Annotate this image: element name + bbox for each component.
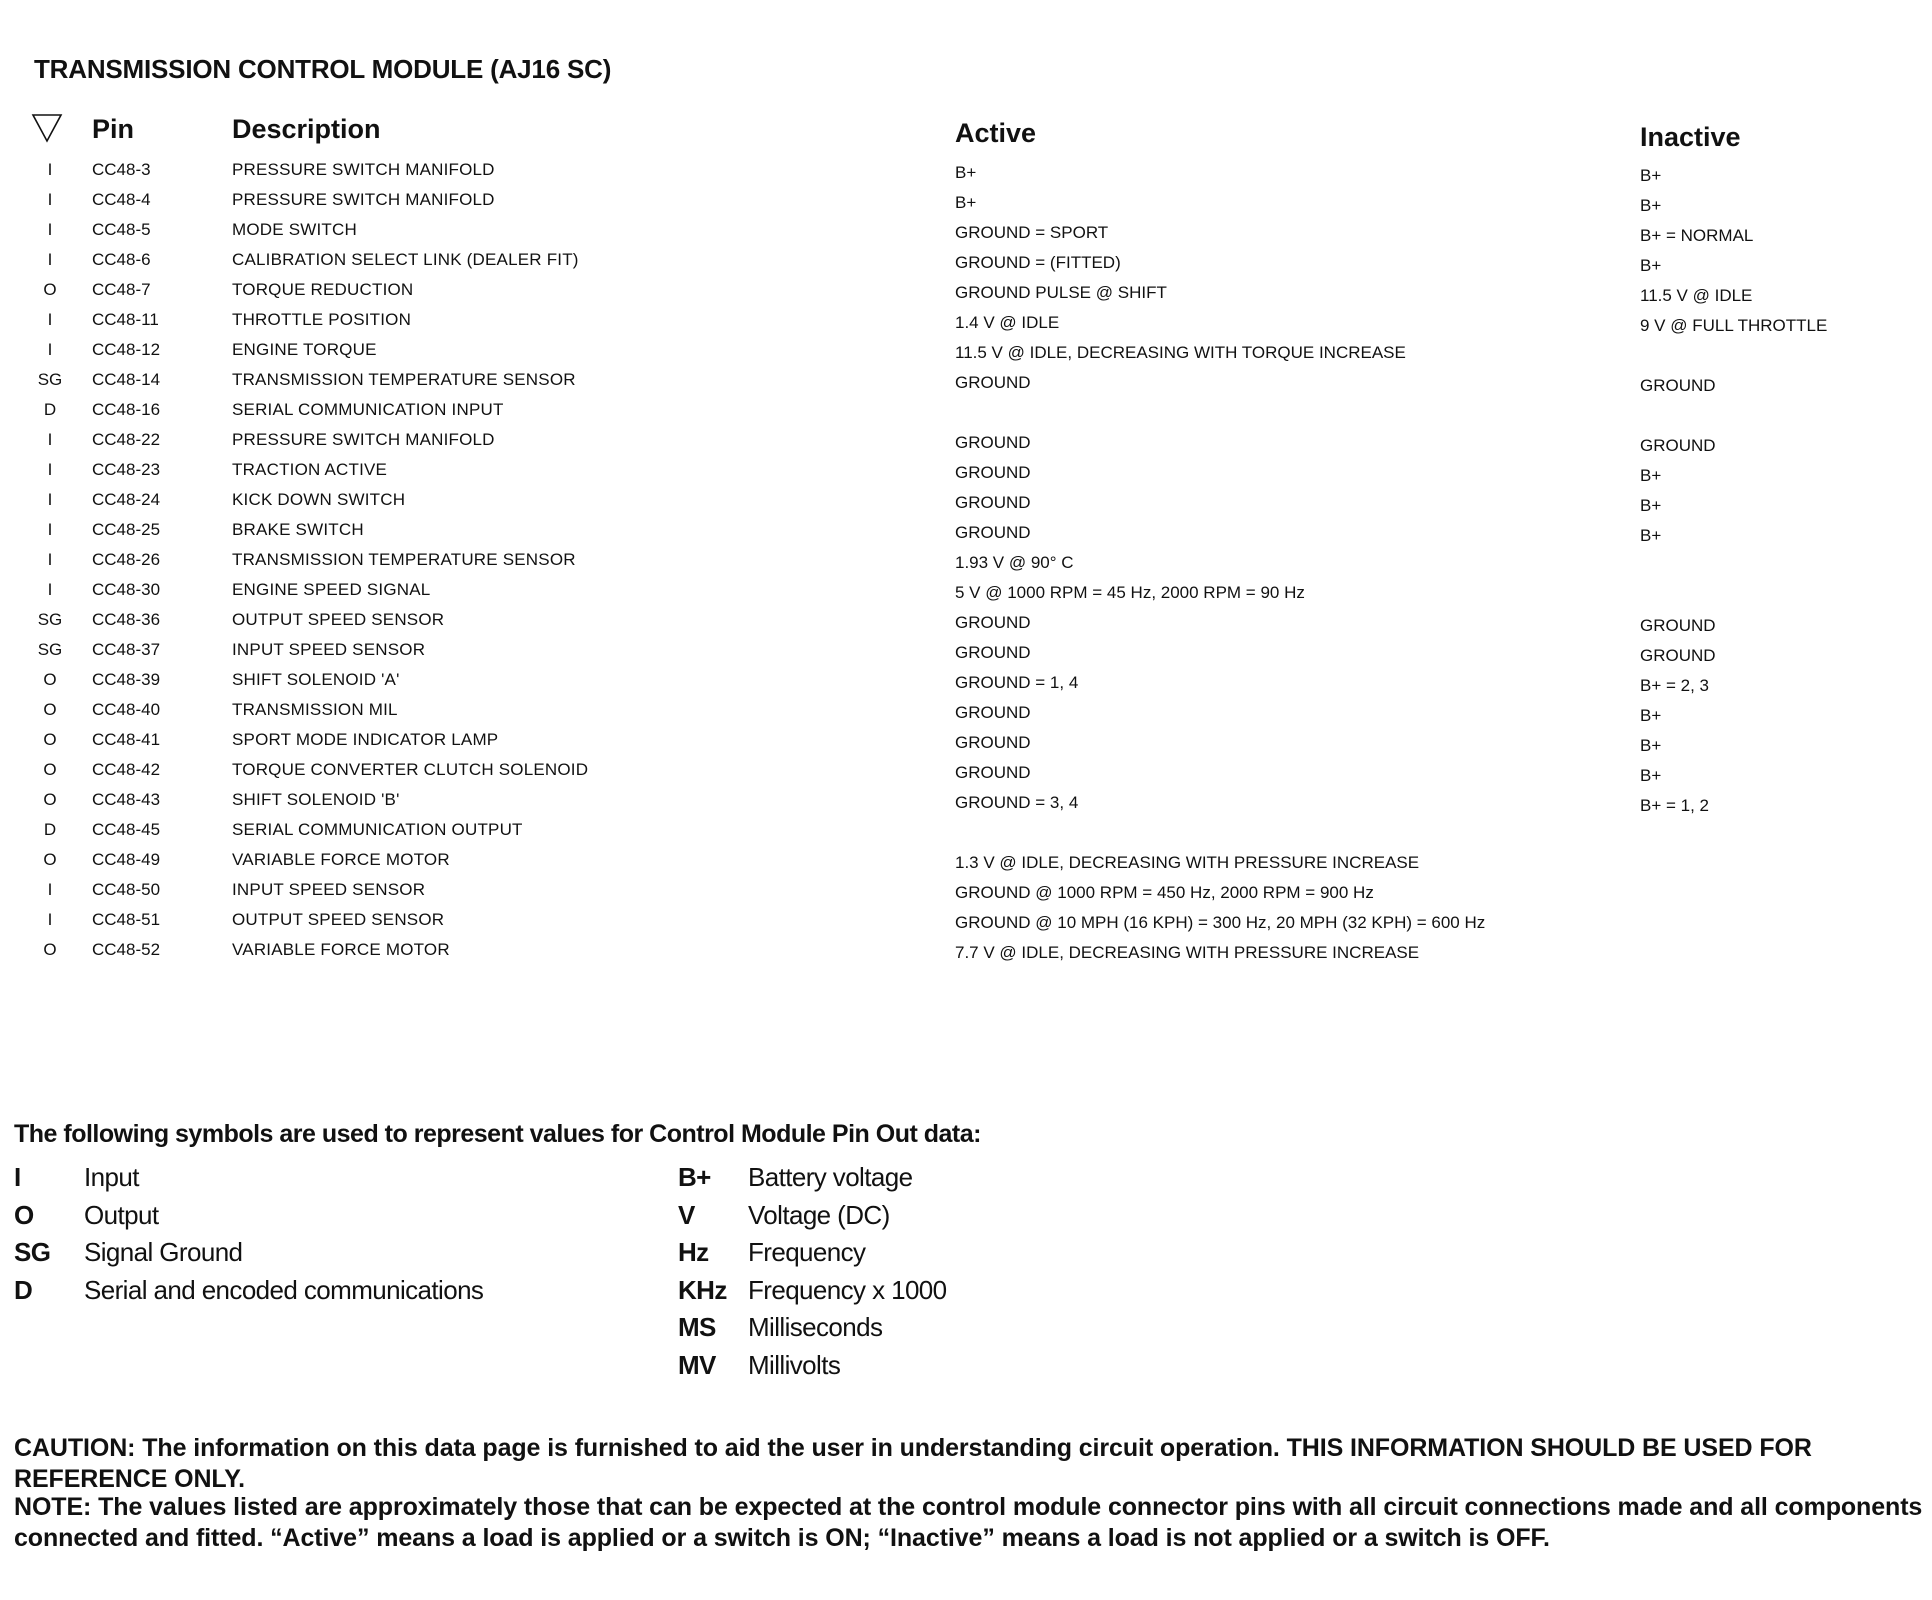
pin-id: CC48-52 bbox=[92, 940, 161, 959]
pin-direction: I bbox=[47, 460, 53, 479]
pin-id: CC48-23 bbox=[92, 460, 161, 479]
pin-active-value: GROUND bbox=[955, 733, 1031, 752]
pin-active-value: GROUND = (FITTED) bbox=[955, 253, 1121, 272]
pin-direction: I bbox=[47, 220, 53, 239]
pin-active-value: GROUND bbox=[955, 703, 1031, 722]
pin-inactive-value: 11.5 V @ IDLE bbox=[1640, 286, 1753, 305]
pin-inactive-value: GROUND bbox=[1640, 616, 1716, 635]
legend-symbol: D bbox=[14, 1274, 33, 1305]
pin-active-value: 1.93 V @ 90° C bbox=[955, 553, 1074, 572]
pin-description: ENGINE SPEED SIGNAL bbox=[232, 580, 431, 599]
pin-description: PRESSURE SWITCH MANIFOLD bbox=[232, 190, 495, 209]
legend-meaning: Milliseconds bbox=[748, 1312, 883, 1342]
pin-active-value: GROUND bbox=[955, 523, 1031, 542]
pin-direction: I bbox=[47, 340, 53, 359]
table-row bbox=[0, 250, 1932, 278]
legend-meaning: Input bbox=[84, 1162, 139, 1192]
pin-direction: O bbox=[43, 790, 57, 809]
column-header-inactive: Inactive bbox=[1640, 122, 1741, 152]
direction-triangle-icon bbox=[30, 110, 64, 144]
pin-inactive-value: GROUND bbox=[1640, 646, 1716, 665]
pin-direction: O bbox=[43, 700, 57, 719]
pin-inactive-value: GROUND bbox=[1640, 376, 1716, 395]
note-text: NOTE: The values listed are approximately those that can be expected at the control module connector pins with all circuit connections made and all components connected and fitted. “Active” means a load is applied or a switch is ON; “Inactive” means a load is not applied or a switch is OFF. bbox=[14, 1493, 1923, 1552]
table-row bbox=[0, 490, 1932, 518]
pin-id: CC48-30 bbox=[92, 580, 161, 599]
pin-active-value: GROUND = 1, 4 bbox=[955, 673, 1079, 692]
pin-description: VARIABLE FORCE MOTOR bbox=[232, 850, 450, 869]
column-header-pin: Pin bbox=[92, 114, 135, 144]
legend-symbol: B+ bbox=[678, 1162, 711, 1192]
pin-direction: I bbox=[47, 520, 53, 539]
pin-description: TORQUE REDUCTION bbox=[232, 280, 414, 299]
table-row bbox=[0, 940, 1932, 968]
pin-active-value: GROUND bbox=[955, 763, 1031, 782]
legend-meaning: Output bbox=[84, 1199, 159, 1230]
table-row bbox=[0, 370, 1932, 398]
pin-description: CALIBRATION SELECT LINK (DEALER FIT) bbox=[232, 250, 579, 269]
pin-description: OUTPUT SPEED SENSOR bbox=[232, 610, 445, 629]
pin-description: ENGINE TORQUE bbox=[232, 340, 377, 359]
table-row bbox=[0, 280, 1932, 308]
pin-direction: D bbox=[43, 400, 57, 419]
pin-active-value: 7.7 V @ IDLE, DECREASING WITH PRESSURE INCREASE bbox=[955, 943, 1420, 962]
pin-description: OUTPUT SPEED SENSOR bbox=[232, 910, 445, 929]
table-row bbox=[0, 640, 1932, 668]
pin-active-value: GROUND bbox=[955, 493, 1031, 512]
caution-text: CAUTION: The information on this data page is furnished to aid the user in understanding circuit operation. THIS INFORMATION SHOULD BE USED FOR REFERENCE ONLY. bbox=[14, 1434, 1812, 1493]
legend-meaning: Frequency x 1000 bbox=[748, 1274, 947, 1305]
pin-description: KICK DOWN SWITCH bbox=[232, 490, 406, 509]
pin-direction: I bbox=[47, 880, 53, 899]
pin-description: TRANSMISSION TEMPERATURE SENSOR bbox=[232, 370, 576, 389]
table-row bbox=[0, 820, 1932, 848]
pin-direction: O bbox=[43, 280, 57, 299]
pin-active-value: 1.4 V @ IDLE bbox=[955, 313, 1060, 332]
table-row bbox=[0, 580, 1932, 608]
pin-inactive-value: B+ bbox=[1640, 736, 1662, 755]
pin-id: CC48-5 bbox=[92, 220, 151, 239]
pin-id: CC48-16 bbox=[92, 400, 161, 419]
pin-description: MODE SWITCH bbox=[232, 220, 357, 239]
pin-inactive-value: B+ bbox=[1640, 256, 1662, 275]
pin-direction: D bbox=[43, 820, 57, 839]
table-row bbox=[0, 670, 1932, 698]
pin-direction: I bbox=[47, 550, 53, 569]
legend-meaning: Frequency bbox=[748, 1237, 866, 1267]
table-row bbox=[0, 700, 1932, 728]
pin-active-value: GROUND @ 1000 RPM = 450 Hz, 2000 RPM = 900 Hz bbox=[955, 883, 1374, 902]
table-row bbox=[0, 760, 1932, 788]
pin-id: CC48-11 bbox=[92, 310, 159, 329]
legend-meaning: Serial and encoded communications bbox=[84, 1274, 484, 1305]
pin-direction: SG bbox=[37, 370, 63, 389]
pin-inactive-value: B+ bbox=[1640, 196, 1662, 215]
pin-id: CC48-7 bbox=[92, 280, 151, 299]
pin-description: BRAKE SWITCH bbox=[232, 520, 364, 539]
pin-description: INPUT SPEED SENSOR bbox=[232, 880, 426, 899]
legend-meaning: Battery voltage bbox=[748, 1162, 913, 1192]
pin-id: CC48-36 bbox=[92, 610, 161, 629]
pin-description: TRACTION ACTIVE bbox=[232, 460, 388, 479]
pin-direction: O bbox=[43, 760, 57, 779]
pin-active-value: B+ bbox=[955, 163, 977, 182]
pin-direction: I bbox=[47, 190, 53, 209]
pin-direction: O bbox=[43, 670, 57, 689]
pin-inactive-value: GROUND bbox=[1640, 436, 1716, 455]
pin-active-value: GROUND PULSE @ SHIFT bbox=[955, 283, 1167, 302]
table-row bbox=[0, 220, 1932, 248]
table-row bbox=[0, 520, 1932, 548]
legend-symbol: MV bbox=[678, 1349, 716, 1380]
pin-direction: I bbox=[47, 160, 53, 179]
pin-id: CC48-14 bbox=[92, 370, 161, 389]
pin-id: CC48-39 bbox=[92, 670, 161, 689]
pin-inactive-value: 9 V @ FULL THROTTLE bbox=[1640, 316, 1828, 335]
table-row bbox=[0, 430, 1932, 458]
legend-symbol: KHz bbox=[678, 1274, 727, 1305]
pin-id: CC48-24 bbox=[92, 490, 161, 509]
pin-inactive-value: B+ = 1, 2 bbox=[1640, 796, 1709, 815]
pin-direction: O bbox=[43, 850, 57, 869]
table-row bbox=[0, 550, 1932, 578]
pin-active-value: 5 V @ 1000 RPM = 45 Hz, 2000 RPM = 90 Hz bbox=[955, 583, 1305, 602]
pin-direction: O bbox=[43, 730, 57, 749]
pin-description: THROTTLE POSITION bbox=[232, 310, 412, 329]
pin-inactive-value: B+ = NORMAL bbox=[1640, 226, 1754, 245]
pin-description: TRANSMISSION TEMPERATURE SENSOR bbox=[232, 550, 576, 569]
pin-id: CC48-40 bbox=[92, 700, 161, 719]
table-row bbox=[0, 340, 1932, 368]
pin-direction: I bbox=[47, 490, 53, 509]
pin-id: CC48-41 bbox=[92, 730, 161, 749]
legend-symbol: SG bbox=[14, 1237, 51, 1267]
pin-inactive-value: B+ bbox=[1640, 706, 1662, 725]
pin-active-value: 11.5 V @ IDLE, DECREASING WITH TORQUE INCREASE bbox=[955, 343, 1406, 362]
pin-active-value: B+ bbox=[955, 193, 977, 212]
pin-direction: O bbox=[43, 940, 57, 959]
pin-inactive-value: B+ bbox=[1640, 766, 1662, 785]
pin-id: CC48-12 bbox=[92, 340, 161, 359]
legend-symbol: V bbox=[678, 1199, 695, 1230]
legend-symbol: O bbox=[14, 1199, 34, 1230]
pin-id: CC48-26 bbox=[92, 550, 161, 569]
column-header-description: Description bbox=[232, 114, 381, 144]
pin-active-value: GROUND = SPORT bbox=[955, 223, 1109, 242]
table-row bbox=[0, 400, 1932, 428]
pin-inactive-value: B+ bbox=[1640, 496, 1662, 515]
table-row bbox=[0, 610, 1932, 638]
pin-direction: I bbox=[47, 910, 53, 929]
pin-id: CC48-51 bbox=[92, 910, 161, 929]
legend-meaning: Signal Ground bbox=[84, 1237, 243, 1267]
column-header-active: Active bbox=[955, 118, 1037, 148]
pin-active-value: GROUND @ 10 MPH (16 KPH) = 300 Hz, 20 MPH (32 KPH) = 600 Hz bbox=[955, 913, 1486, 932]
table-row bbox=[0, 790, 1932, 818]
pin-id: CC48-3 bbox=[92, 160, 151, 179]
table-row bbox=[0, 460, 1932, 488]
pin-active-value: GROUND = 3, 4 bbox=[955, 793, 1079, 812]
pin-direction: SG bbox=[37, 610, 63, 629]
pin-id: CC48-50 bbox=[92, 880, 161, 899]
legend-symbol: MS bbox=[678, 1312, 716, 1342]
legend-symbol: I bbox=[14, 1162, 21, 1192]
page-title: TRANSMISSION CONTROL MODULE (AJ16 SC) bbox=[34, 54, 612, 84]
table-row bbox=[0, 730, 1932, 758]
pin-direction: SG bbox=[37, 640, 63, 659]
pin-description: SHIFT SOLENOID 'B' bbox=[232, 790, 400, 809]
pin-active-value: GROUND bbox=[955, 643, 1031, 662]
pin-description: PRESSURE SWITCH MANIFOLD bbox=[232, 160, 495, 179]
pin-id: CC48-37 bbox=[92, 640, 161, 659]
table-row bbox=[0, 850, 1932, 878]
pin-id: CC48-45 bbox=[92, 820, 161, 839]
pin-inactive-value: B+ bbox=[1640, 526, 1662, 545]
pin-inactive-value: B+ bbox=[1640, 466, 1662, 485]
pin-id: CC48-43 bbox=[92, 790, 161, 809]
pin-inactive-value: B+ bbox=[1640, 166, 1662, 185]
pin-active-value: GROUND bbox=[955, 433, 1031, 452]
pin-description: INPUT SPEED SENSOR bbox=[232, 640, 426, 659]
legend-intro: The following symbols are used to represent values for Control Module Pin Out data: bbox=[14, 1120, 981, 1148]
table-row bbox=[0, 310, 1932, 338]
pin-direction: I bbox=[47, 430, 53, 449]
pin-description: TRANSMISSION MIL bbox=[232, 700, 398, 719]
pin-inactive-value: B+ = 2, 3 bbox=[1640, 676, 1709, 695]
pin-id: CC48-4 bbox=[92, 190, 151, 209]
legend-meaning: Millivolts bbox=[748, 1349, 841, 1380]
pin-active-value: GROUND bbox=[955, 463, 1031, 482]
pin-id: CC48-49 bbox=[92, 850, 161, 869]
pin-id: CC48-42 bbox=[92, 760, 161, 779]
pin-description: TORQUE CONVERTER CLUTCH SOLENOID bbox=[232, 760, 589, 779]
legend-meaning: Voltage (DC) bbox=[748, 1199, 890, 1230]
pin-id: CC48-6 bbox=[92, 250, 151, 269]
pin-description: VARIABLE FORCE MOTOR bbox=[232, 940, 450, 959]
pin-description: SPORT MODE INDICATOR LAMP bbox=[232, 730, 499, 749]
pin-description: SERIAL COMMUNICATION INPUT bbox=[232, 400, 504, 419]
pin-active-value: 1.3 V @ IDLE, DECREASING WITH PRESSURE INCREASE bbox=[955, 853, 1420, 872]
pin-active-value: GROUND bbox=[955, 613, 1031, 632]
pin-description: SERIAL COMMUNICATION OUTPUT bbox=[232, 820, 523, 839]
pin-active-value: GROUND bbox=[955, 373, 1031, 392]
pin-id: CC48-25 bbox=[92, 520, 161, 539]
pin-direction: I bbox=[47, 310, 53, 329]
pin-description: SHIFT SOLENOID 'A' bbox=[232, 670, 400, 689]
table-row bbox=[0, 880, 1932, 908]
pin-direction: I bbox=[47, 250, 53, 269]
pin-description: PRESSURE SWITCH MANIFOLD bbox=[232, 430, 495, 449]
legend-symbol: Hz bbox=[678, 1237, 709, 1267]
table-row bbox=[0, 910, 1932, 938]
pin-id: CC48-22 bbox=[92, 430, 161, 449]
table-row bbox=[0, 160, 1932, 188]
pin-direction: I bbox=[47, 580, 53, 599]
table-row bbox=[0, 190, 1932, 218]
